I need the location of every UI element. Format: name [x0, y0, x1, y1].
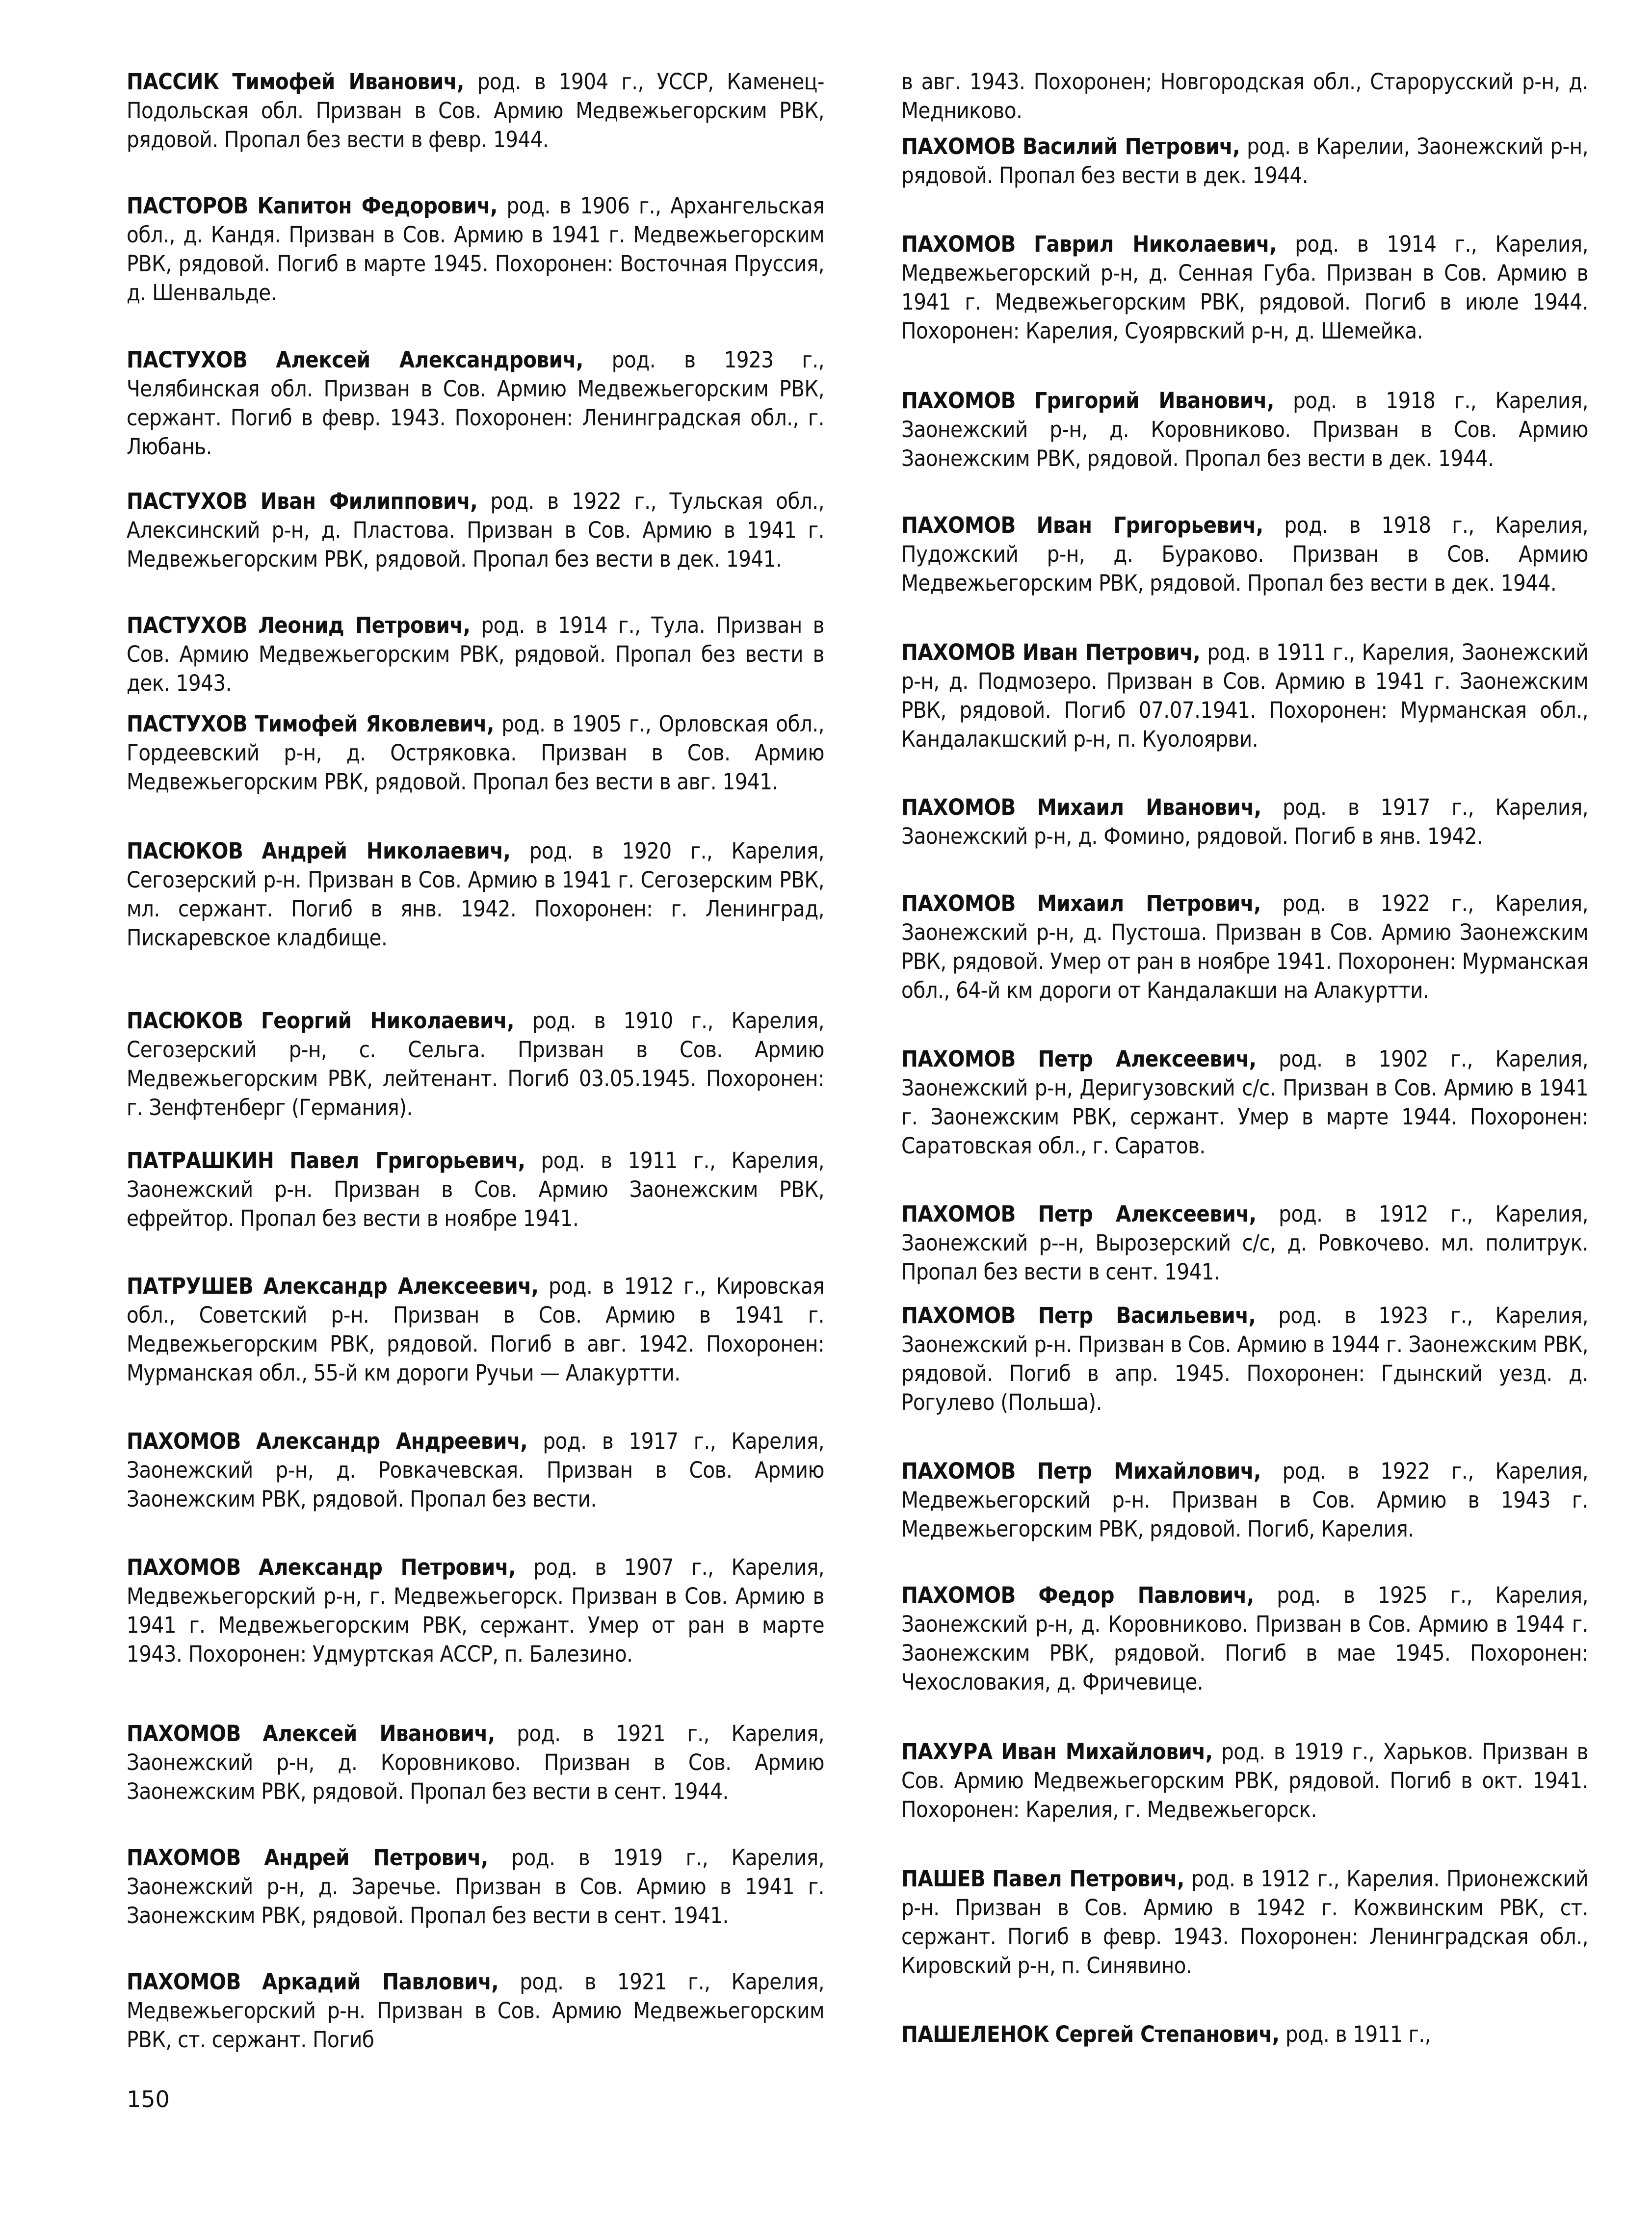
entry-text: род. в 1922 г., Карелия, Заонежский р-н, д. Пустоша. Призван в Сов. Армию Заонежским РВК, рядовой. Умер от ран в ноябре 1941. Похоронен: Мурманская обл., 64-й км дороги от Кандалакши на Алакуртти. [901, 890, 1589, 1003]
entry-text: род. в 1914 г., Тула. Призван в Сов. Армию Медвежьегорским РВК, рядовой. Пропал без вести в дек. 1943. [127, 612, 825, 696]
biography-entry [901, 1457, 1588, 1543]
entry-text: род. в 1922 г., Карелия, Медвежьегорский р-н. Призван в Сов. Армию в 1943 г. Медвежьегорским РВК, рядовой. Погиб, Карелия. [901, 1458, 1589, 1542]
entry-given-names: Тимофей Яковлевич, [255, 711, 494, 737]
biography-entry [901, 1200, 1588, 1286]
entry-text: род. в 1922 г., Тульская обл., Алексинский р-н, д. Пластова. Призван в Сов. Армию в 1941 г. Медвежьегорским РВК, рядовой. Пропал без вести в дек. 1941. [127, 488, 824, 572]
page-number: 150 [127, 2086, 170, 2113]
biography-entry [127, 1272, 824, 1387]
entry-given-names: Леонид Петрович, [258, 612, 471, 638]
entry-text: род. в 1918 г., Карелия, Заонежский р-н, д. Коровниково. Призван в Сов. Армию Заонежским РВК, рядовой. Пропал без вести в дек. 1944. [901, 388, 1589, 471]
biography-entry [901, 511, 1588, 598]
entry-given-names: Иван Михайлович, [1001, 1739, 1213, 1765]
biography-entry [901, 638, 1588, 754]
entry-given-names: Иван Петрович, [1022, 639, 1201, 665]
entry-surname: ПАСЮКОВ [127, 1008, 243, 1034]
entry-given-names: Петр Алексеевич, [1038, 1201, 1257, 1227]
biography-entry [901, 67, 1588, 125]
entry-text: род. в 1911 г., Карелия, Заонежский р-н. Призван в Сов. Армию Заонежским РВК, ефрейтор. Пропал без вести в ноябре 1941. [127, 1148, 825, 1231]
entry-text: род. в 1912 г., Карелия. Прионежский р-н. Призван в Сов. Армию в 1942 г. Кожвинским РВК, ст. сержант. Погиб в февр. 1943. Похоронен: Ленинградская обл., Кировский р-н, п. Синявино. [901, 1866, 1589, 1979]
entry-text: род. в 1917 г., Карелия, Заонежский р-н, д. Ровкачевская. Призван в Сов. Армию Заонежским РВК, рядовой. Пропал без вести. [127, 1428, 824, 1512]
entry-surname: ПАСТУХОВ [127, 347, 248, 373]
entry-text: род. в 1923 г., Челябинская обл. Призван в Сов. Армию Медвежьегорским РВК, сержант. Погиб в февр. 1943. Похоронен: Ленинградская обл., г. Любань. [127, 347, 824, 460]
entry-surname: ПАХОМОВ [127, 1721, 241, 1747]
entry-surname: ПАХОМОВ [901, 231, 1016, 257]
entry-given-names: Александр Андреевич, [256, 1428, 528, 1454]
entry-text: род. в 1917 г., Карелия, Заонежский р-н, д. Фомино, рядовой. Погиб в янв. 1942. [901, 794, 1589, 849]
entry-text: род. в 1914 г., Карелия, Медвежьегорский р-н, д. Сенная Губа. Призван в Сов. Армию в 1941 г. Медвежьегорским РВК, рядовой. Погиб в июле 1944. Похоронен: Карелия, Суоярвский р-н, д. Шемейка. [901, 231, 1588, 344]
entry-text: род. в 1911 г., Карелия, Заонежский р-н, д. Подмозеро. Призван в Сов. Армию в 1941 г. Заонежским РВК, рядовой. Погиб 07.07.1941. Похоронен: Мурманская обл., Кандалакшский р-н, п. Куолоярви. [901, 639, 1588, 752]
entry-surname: ПАСТОРОВ [127, 193, 248, 219]
entry-given-names: Петр Алексеевич, [1038, 1046, 1257, 1072]
biography-entry [901, 1581, 1588, 1696]
entry-given-names: Георгий Николаевич, [261, 1008, 514, 1034]
entry-text: род. в 1925 г., Карелия, Заонежский р-н, д. Коровниково. Призван в Сов. Армию в 1944 г. Заонежским РВК, рядовой. Погиб в мае 1945. Похоронен: Чехословакия, д. Фричевице. [901, 1582, 1589, 1695]
entry-surname: ПАХОМОВ [901, 1046, 1016, 1072]
entry-surname: ПАТРУШЕВ [127, 1273, 254, 1299]
entry-surname: ПАХОМОВ [901, 388, 1016, 414]
entry-surname: ПАХОМОВ [901, 1201, 1016, 1227]
entry-given-names: Петр Михайлович, [1037, 1458, 1261, 1484]
entry-surname: ПАСТУХОВ [127, 711, 248, 737]
entry-text: род. в 1910 г., Карелия, Сегозерский р-н, с. Сельга. Призван в Сов. Армию Медвежьегорским РВК, лейтенант. Погиб 03.05.1945. Похоронен: г. Зенфтенберг (Германия). [127, 1008, 825, 1121]
biography-entry [127, 1843, 824, 1930]
entry-given-names: Андрей Николаевич, [262, 838, 511, 864]
entry-text: род. в 1912 г., Кировская обл., Советский р-н. Призван в Сов. Армию в 1941 г. Медвежьегорским РВК, рядовой. Погиб в авг. 1942. Похоронен: Мурманская обл., 55-й км дороги Ручьи — Алакуртти. [127, 1273, 825, 1386]
entry-surname: ПАХОМОВ [901, 133, 1016, 159]
biography-entry [127, 67, 824, 154]
biography-entry [901, 2020, 1588, 2049]
entry-surname: ПАТРАШКИН [127, 1148, 274, 1174]
biography-entry [901, 132, 1588, 190]
biography-entry [901, 1301, 1588, 1417]
entry-surname: ПАХОМОВ [127, 1845, 241, 1871]
biography-entry [127, 836, 824, 952]
entry-given-names: Сергей Степанович, [1055, 2021, 1280, 2047]
entry-given-names: Андрей Петрович, [264, 1845, 488, 1871]
entry-text: род. в 1905 г., Орловская обл., Гордеевский р-н, д. Остряковка. Призван в Сов. Армию Медвежьегорским РВК, рядовой. Пропал без вести в авг. 1941. [127, 711, 825, 795]
entry-text: род. в 1906 г., Архангельская обл., д. Кандя. Призван в Сов. Армию в 1941 г. Медвежьегорским РВК, рядовой. Погиб в марте 1945. Похоронен: Восточная Пруссия, д. Шенвальде. [127, 193, 825, 306]
entry-text: род. в 1919 г., Карелия, Заонежский р-н, д. Заречье. Призван в Сов. Армию в 1941 г. Заонежским РВК, рядовой. Пропал без вести в сент. 1941. [127, 1845, 825, 1929]
entry-given-names: Гаврил Николаевич, [1034, 231, 1277, 257]
entry-surname: ПАШЕВ [901, 1866, 986, 1892]
entry-given-names: Михаил Иванович, [1037, 794, 1261, 820]
biography-entry [127, 611, 824, 698]
entry-given-names: Алексей Александрович, [276, 347, 583, 373]
entry-text: род. в 1921 г., Карелия, Заонежский р-н, д. Коровниково. Призван в Сов. Армию Заонежским РВК, рядовой. Пропал без вести в сент. 1944. [127, 1721, 824, 1804]
left-column [127, 0, 824, 2217]
biography-entry [901, 1044, 1588, 1160]
entry-given-names: Василий Петрович, [1023, 133, 1240, 159]
biography-entry [127, 1553, 824, 1669]
entry-surname: ПАХОМОВ [127, 1428, 241, 1454]
entry-surname: ПАХОМОВ [901, 890, 1016, 916]
entry-surname: ПАШЕЛЕНОК [901, 2021, 1049, 2047]
biography-entry [127, 1719, 824, 1806]
entry-given-names: Капитон Федорович, [257, 193, 498, 219]
entry-surname: ПАССИК [127, 69, 219, 95]
biography-entry [127, 1146, 824, 1233]
entry-given-names: Михаил Петрович, [1037, 890, 1261, 916]
biography-entry [901, 230, 1588, 345]
entry-given-names: Аркадий Павлович, [262, 1969, 499, 1995]
entry-given-names: Алексей Иванович, [262, 1721, 495, 1747]
entry-surname: ПАХОМОВ [901, 639, 1016, 665]
entry-given-names: Иван Филиппович, [260, 488, 478, 514]
biography-entry [127, 709, 824, 796]
entry-text: род. в 1907 г., Карелия, Медвежьегорский р-н, г. Медвежьегорск. Призван в Сов. Армию в 1941 г. Медвежьегорским РВК, сержант. Умер от ран в марте 1943. Похоронен: Удмуртская АССР, п. Балезино. [127, 1554, 825, 1667]
entry-given-names: Федор Павлович, [1038, 1582, 1254, 1608]
biography-entry [901, 889, 1588, 1005]
entry-surname: ПАХОМОВ [901, 1303, 1016, 1329]
biography-entry [901, 1864, 1588, 1980]
entry-text: род. в 1923 г., Карелия, Заонежский р-н. Призван в Сов. Армию в 1944 г. Заонежским РВК, рядовой. Погиб в апр. 1945. Похоронен: Гдынский уезд. д. Рогулево (Польша). [901, 1303, 1589, 1415]
entry-surname: ПАХОМОВ [127, 1554, 241, 1580]
biography-entry [127, 345, 824, 461]
entry-surname: ПАХОМОВ [901, 1458, 1016, 1484]
entry-text: род. в 1921 г., Карелия, Медвежьегорский р-н. Призван в Сов. Армию Медвежьегорским РВК, ст. сержант. Погиб [127, 1969, 825, 2053]
entry-text: род. в 1918 г., Карелия, Пудожский р-н, д. Бураково. Призван в Сов. Армию Медвежьегорским РВК, рядовой. Пропал без вести в дек. 1944. [901, 512, 1588, 596]
entry-given-names: Петр Васильевич, [1038, 1303, 1256, 1329]
entry-text: род. в 1911 г., [1285, 2021, 1431, 2047]
entry-text: род. в 1912 г., Карелия, Заонежский р--н, Вырозерский с/с, д. Ровкочево. мл. политрук. Пропал без вести в сент. 1941. [901, 1201, 1588, 1285]
entry-text: род. в 1902 г., Карелия, Заонежский р-н, Деригузовский с/с. Призван в Сов. Армию в 1941 г. Заонежским РВК, сержант. Умер в марте 1944. Похоронен: Саратовская обл., г. Саратов. [901, 1046, 1588, 1159]
entry-surname: ПАХОМОВ [901, 512, 1016, 538]
entry-surname: ПАСТУХОВ [127, 612, 248, 638]
entry-given-names: Тимофей Иванович, [232, 69, 464, 95]
entry-text: род. в Карелии, Заонежский р-н, рядовой. Пропал без вести в дек. 1944. [901, 133, 1589, 188]
entry-text: род. в 1919 г., Харьков. Призван в Сов. Армию Медвежьегорским РВК, рядовой. Погиб в окт. 1941. Похоронен: Карелия, г. Медвежьегорск. [901, 1739, 1588, 1823]
biography-entry [127, 191, 824, 307]
entry-surname: ПАХОМОВ [901, 1582, 1016, 1608]
entry-given-names: Павел Петрович, [992, 1866, 1184, 1892]
entry-given-names: Павел Григорьевич, [289, 1148, 525, 1174]
entry-text: род. в 1920 г., Карелия, Сегозерский р-н. Призван в Сов. Армию в 1941 г. Сегозерским РВК, мл. сержант. Погиб в янв. 1942. Похоронен: г. Ленинград, Пискаревское кладбище. [127, 838, 825, 951]
entry-given-names: Александр Петрович, [258, 1554, 516, 1580]
entry-text: в авг. 1943. Похоронен; Новгородская обл., Старорусский р-н, д. Медниково. [901, 69, 1588, 124]
entry-text: род. в 1904 г., УССР, Каменец-Подольская обл. Призван в Сов. Армию Медвежьегорским РВК, рядовой. Пропал без вести в февр. 1944. [127, 69, 824, 153]
biography-entry [901, 386, 1588, 473]
right-column [901, 0, 1588, 2217]
entry-surname: ПАХОМОВ [901, 794, 1016, 820]
entry-surname: ПАХУРА [901, 1739, 993, 1765]
biography-entry [127, 1427, 824, 1513]
biography-entry [127, 487, 824, 574]
entry-given-names: Иван Григорьевич, [1036, 512, 1263, 538]
entry-surname: ПАСТУХОВ [127, 488, 248, 514]
biography-entry [127, 1967, 824, 2054]
entry-given-names: Александр Алексеевич, [263, 1273, 539, 1299]
entry-surname: ПАХОМОВ [127, 1969, 241, 1995]
biography-entry [901, 1737, 1588, 1824]
entry-surname: ПАСЮКОВ [127, 838, 243, 864]
biography-entry [127, 1006, 824, 1122]
entry-given-names: Григорий Иванович, [1034, 388, 1274, 414]
biography-entry [901, 793, 1588, 851]
